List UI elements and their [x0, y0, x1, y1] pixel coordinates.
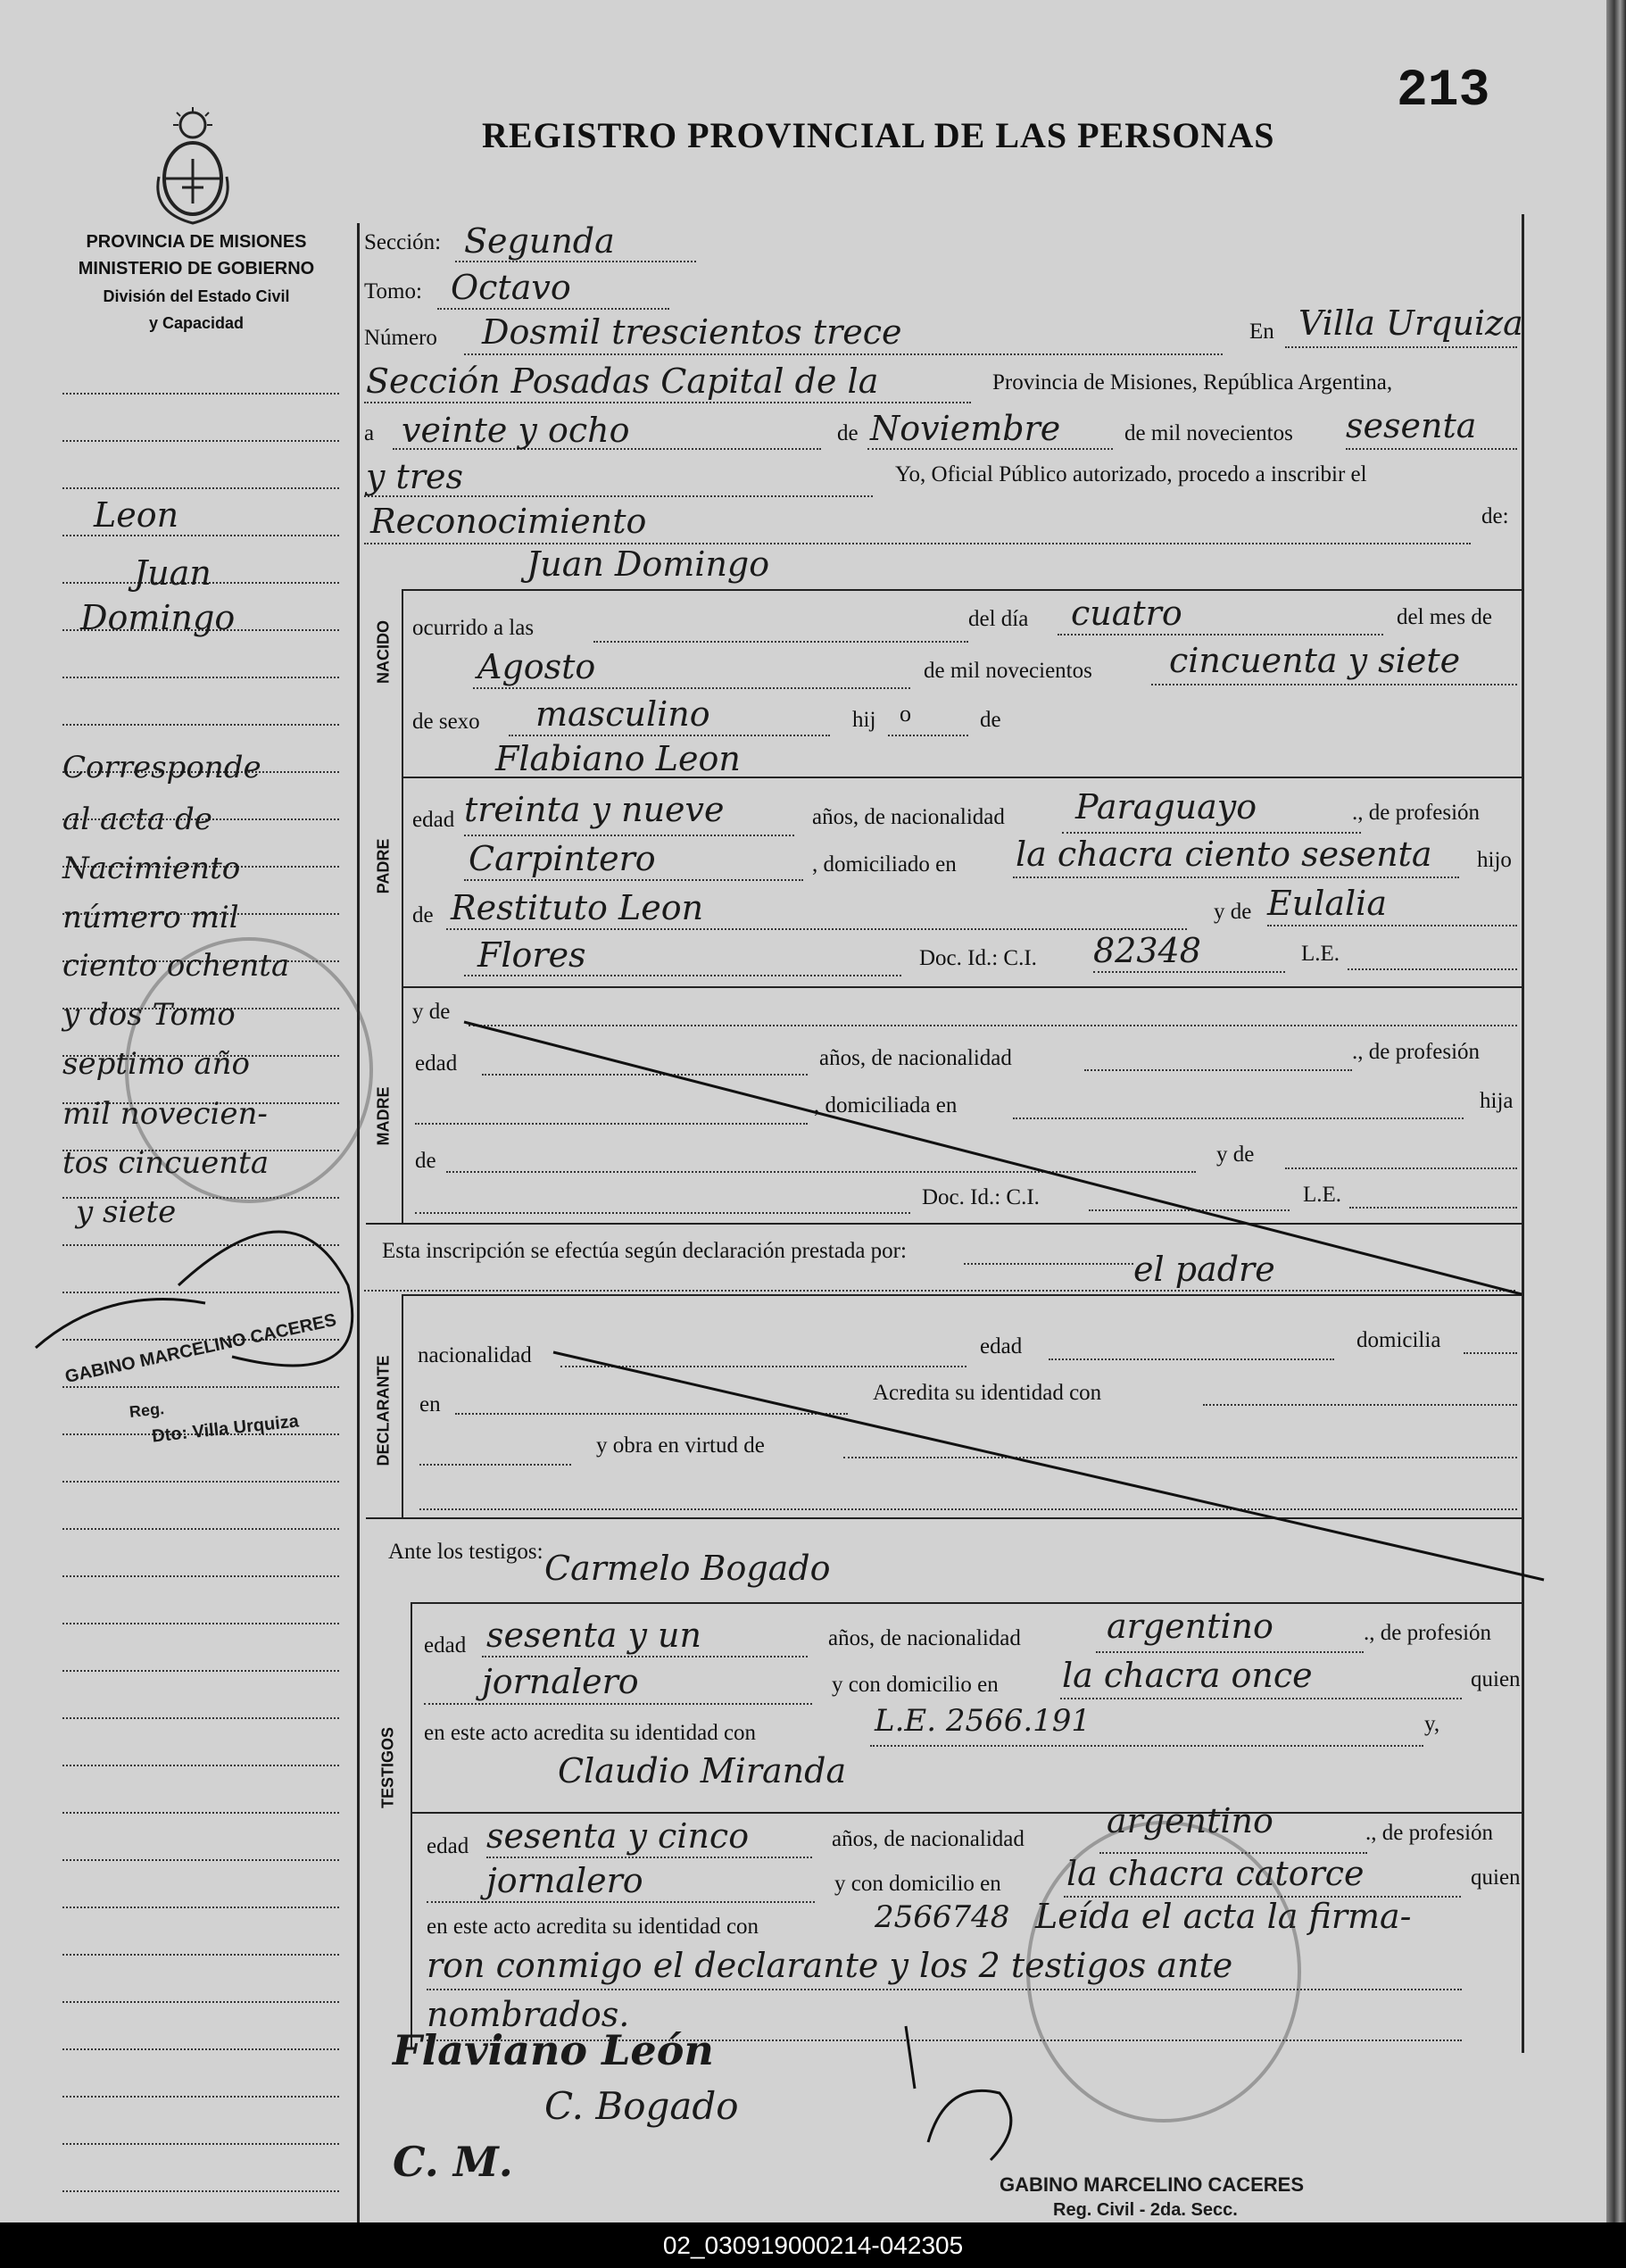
testigo1-acredita-label: en este acto acredita su identidad con: [424, 1721, 757, 1745]
nota-linea-3: Nacimiento: [62, 851, 241, 886]
madre-hija-label: hija: [1480, 1089, 1514, 1113]
image-id-caption: 02_030919000214-042305: [0, 2222, 1626, 2268]
testigo2-quien-label: quien: [1471, 1865, 1521, 1890]
declarante-obra-label: y obra en virtud de: [596, 1433, 765, 1458]
padre-edad-value: treinta y nueve: [464, 790, 725, 829]
hij-label: hij: [852, 708, 876, 732]
header-capacity: y Capacidad: [148, 314, 245, 332]
madre-anos-label: años, de nacionalidad: [819, 1046, 1012, 1070]
tab-testigos: TESTIGOS: [378, 1727, 397, 1809]
padre-domicilio-label: , domiciliado en: [812, 852, 957, 876]
tab-nacido: NACIDO: [374, 620, 393, 684]
tab-declarante: DECLARANTE: [374, 1355, 393, 1466]
nota-linea-9: tos cincuenta: [62, 1145, 270, 1181]
folio-number: 213: [1397, 62, 1490, 120]
page-edge: [1606, 0, 1626, 2222]
tab-madre: MADRE: [374, 1086, 393, 1146]
testigo2-identidad-value: 2566748: [875, 1899, 1010, 1935]
firma-testigo-1: C. Bogado: [544, 2084, 739, 2128]
en-label: En: [1249, 320, 1274, 344]
padre-doc-value: 82348: [1093, 931, 1201, 970]
document-title: REGISTRO PROVINCIAL DE LAS PERSONAS: [482, 115, 1275, 155]
declarante-acredita-label: Acredita su identidad con: [873, 1381, 1102, 1405]
bottom-stamp-name: GABINO MARCELINO CACERES: [1000, 2173, 1305, 2196]
testigo1-domicilio-label: y con domicilio en: [832, 1673, 999, 1697]
mes-label: del mes de: [1397, 605, 1492, 629]
madre-yde-label: y de: [412, 1000, 451, 1024]
testigo2-domicilio-value: la chacra catorce: [1066, 1854, 1365, 1893]
tomo-label: Tomo:: [364, 279, 422, 303]
mes-nacimiento-value: Agosto: [477, 647, 596, 686]
testigo2-acredita-label: en este acto acredita su identidad con: [427, 1915, 759, 1939]
nota-linea-10: y siete: [76, 1194, 177, 1230]
testigo2-edad-value: sesenta y cinco: [486, 1816, 750, 1856]
padre-nombre: Flabiano Leon: [495, 739, 741, 778]
mil-label: de mil novecientos: [1124, 421, 1293, 445]
header-division: División del Estado Civil: [103, 287, 290, 305]
cierre-linea-2: nombrados.: [427, 1995, 630, 2034]
testigo2-anos-label: años, de nacionalidad: [832, 1827, 1025, 1851]
declarante-en-label: en: [419, 1392, 441, 1416]
abuelo-paterno-value: Restituto Leon: [451, 888, 704, 927]
nota-linea-4: número mil: [62, 900, 239, 935]
numero-label: Número: [364, 326, 437, 350]
testigo1-profesion-value: jornalero: [482, 1662, 639, 1701]
testigo1-domicilio-value: la chacra once: [1062, 1656, 1313, 1695]
seccion-label: Sección:: [364, 230, 442, 254]
lugar-value: Sección Posadas Capital de la: [366, 361, 879, 401]
padre-hijo-label: hijo: [1477, 848, 1512, 872]
firma-testigo-2: C. M.: [393, 2138, 513, 2186]
madre-de-label: de: [415, 1149, 436, 1173]
dia-label: del día: [968, 607, 1029, 631]
testigo2-nacionalidad-value: argentino: [1107, 1801, 1273, 1840]
mes-inscripcion-value: Noviembre: [870, 409, 1061, 448]
abuela-paterna-apellido: Flores: [477, 935, 586, 975]
padre-nacionalidad-value: Paraguayo: [1075, 787, 1257, 827]
nota-linea-2: al acta de: [62, 802, 212, 837]
header-ministry: MINISTERIO DE GOBIERNO: [78, 259, 315, 278]
abuela-paterna-value: Eulalia: [1267, 884, 1387, 923]
testigos-label: Ante los testigos:: [388, 1540, 543, 1564]
declarante-nacionalidad-label: nacionalidad: [418, 1343, 532, 1367]
hij-value: o: [900, 701, 911, 727]
nota-linea-7: septimo año: [62, 1046, 251, 1082]
testigo1-nombre: Carmelo Bogado: [544, 1549, 831, 1588]
testigo1-anos-label: años, de nacionalidad: [828, 1626, 1021, 1650]
testigo2-domicilio-label: y con domicilio en: [834, 1872, 1001, 1896]
anio-nacimiento-value: cincuenta y siete: [1169, 641, 1461, 680]
de2-label: de:: [1481, 504, 1509, 528]
madre-edad-label: edad: [415, 1051, 458, 1076]
madre-domicilio-label: , domiciliada en: [814, 1093, 958, 1117]
testigo1-y-label: y,: [1424, 1712, 1440, 1736]
declarante-domicilia-label: domicilia: [1356, 1328, 1441, 1352]
nota-linea-6: y dos Tomo: [62, 997, 236, 1033]
declarante-value: el padre: [1133, 1250, 1275, 1289]
padre-profesion-value: Carpintero: [469, 839, 656, 878]
declarante-edad-label: edad: [980, 1334, 1023, 1358]
tab-padre: PADRE: [374, 838, 393, 894]
de-label: de: [837, 421, 859, 445]
padre-domicilio-value: la chacra ciento sesenta: [1016, 835, 1432, 874]
tomo-value: Octavo: [451, 268, 571, 307]
sexo-value: masculino: [535, 694, 710, 734]
margen-apellido: Leon: [94, 495, 179, 535]
ocurrido-label: ocurrido a las: [412, 616, 535, 640]
numero-value: Dosmil trescientos trece: [482, 312, 902, 352]
nacido-de-label: de: [980, 708, 1001, 732]
padre-edad-label: edad: [412, 808, 455, 832]
a-label: a: [364, 421, 375, 445]
firma-declarante: Flaviano León: [393, 2026, 714, 2074]
padre-anos-label: años, de nacionalidad: [812, 805, 1005, 829]
anio-inscripcion-value-1: sesenta: [1346, 406, 1477, 445]
margen-nombre-1: Juan: [134, 553, 212, 593]
declaracion-text: Esta inscripción se efectúa según declaración prestada por:: [382, 1239, 907, 1263]
margin-stamp-name: GABINO MARCELINO CACERES: [62, 1310, 338, 1387]
testigo2-edad-label: edad: [427, 1834, 469, 1858]
madre-doc-label: Doc. Id.: C.I.: [922, 1185, 1040, 1209]
margen-nombre-2: Domingo: [80, 598, 236, 637]
madre-profesion-label: ., de profesión: [1352, 1040, 1481, 1064]
padre-doc-label: Doc. Id.: C.I.: [919, 946, 1037, 970]
testigo2-nombre: Claudio Miranda: [558, 1751, 847, 1790]
testigo1-identidad-value: L.E. 2566.191: [875, 1703, 1091, 1739]
padre-yde-label: y de: [1214, 900, 1252, 924]
nota-linea-1: Corresponde: [62, 750, 261, 785]
padre-profesion-label: ., de profesión: [1352, 801, 1481, 825]
margin-stamp-dto: Dto: Villa Urquiza: [151, 1411, 300, 1447]
testigo2-profesion-label: ., de profesión: [1365, 1821, 1494, 1845]
acto-value: Reconocimiento: [370, 502, 647, 541]
nota-linea-8: mil novecien-: [62, 1096, 268, 1132]
cierre-linea-1: ron conmigo el declarante y los 2 testigos ante: [427, 1946, 1233, 1985]
madre-le-label: L.E.: [1303, 1183, 1342, 1207]
margin-stamp-reg: Reg.: [129, 1400, 165, 1421]
testigo1-profesion-label: ., de profesión: [1364, 1621, 1492, 1645]
testigo1-nacionalidad-value: argentino: [1107, 1607, 1273, 1646]
testigo2-continuacion: Leída el acta la firma-: [1035, 1897, 1412, 1936]
madre-yde2-label: y de: [1216, 1142, 1255, 1167]
oficial-text: Yo, Oficial Público autorizado, procedo a inscribir el: [895, 462, 1367, 486]
nombre-inscripto: Juan Domingo: [527, 544, 770, 584]
en-value: Villa Urquiza: [1298, 303, 1523, 343]
nota-linea-5: ciento ochenta: [62, 948, 290, 984]
padre-le-label: L.E.: [1301, 942, 1340, 966]
dia-inscripcion-value: veinte y ocho: [402, 411, 630, 450]
testigo1-quien-label: quien: [1471, 1667, 1521, 1691]
testigo1-edad-value: sesenta y un: [486, 1616, 701, 1655]
testigo1-edad-label: edad: [424, 1633, 467, 1657]
header-province: PROVINCIA DE MISIONES: [86, 232, 307, 252]
testigo2-profesion-value: jornalero: [486, 1861, 643, 1900]
anio-nacimiento-label: de mil novecientos: [924, 659, 1092, 683]
anio-inscripcion-value-2: y tres: [366, 457, 463, 496]
seccion-value: Segunda: [464, 221, 615, 261]
bottom-stamp-reg: Reg. Civil - 2da. Secc.: [1053, 2200, 1238, 2220]
dia-nacimiento-value: cuatro: [1071, 594, 1182, 633]
sexo-label: de sexo: [412, 710, 480, 734]
padre-de-label: de: [412, 903, 434, 927]
provincia-text: Provincia de Misiones, República Argentina,: [992, 370, 1393, 395]
